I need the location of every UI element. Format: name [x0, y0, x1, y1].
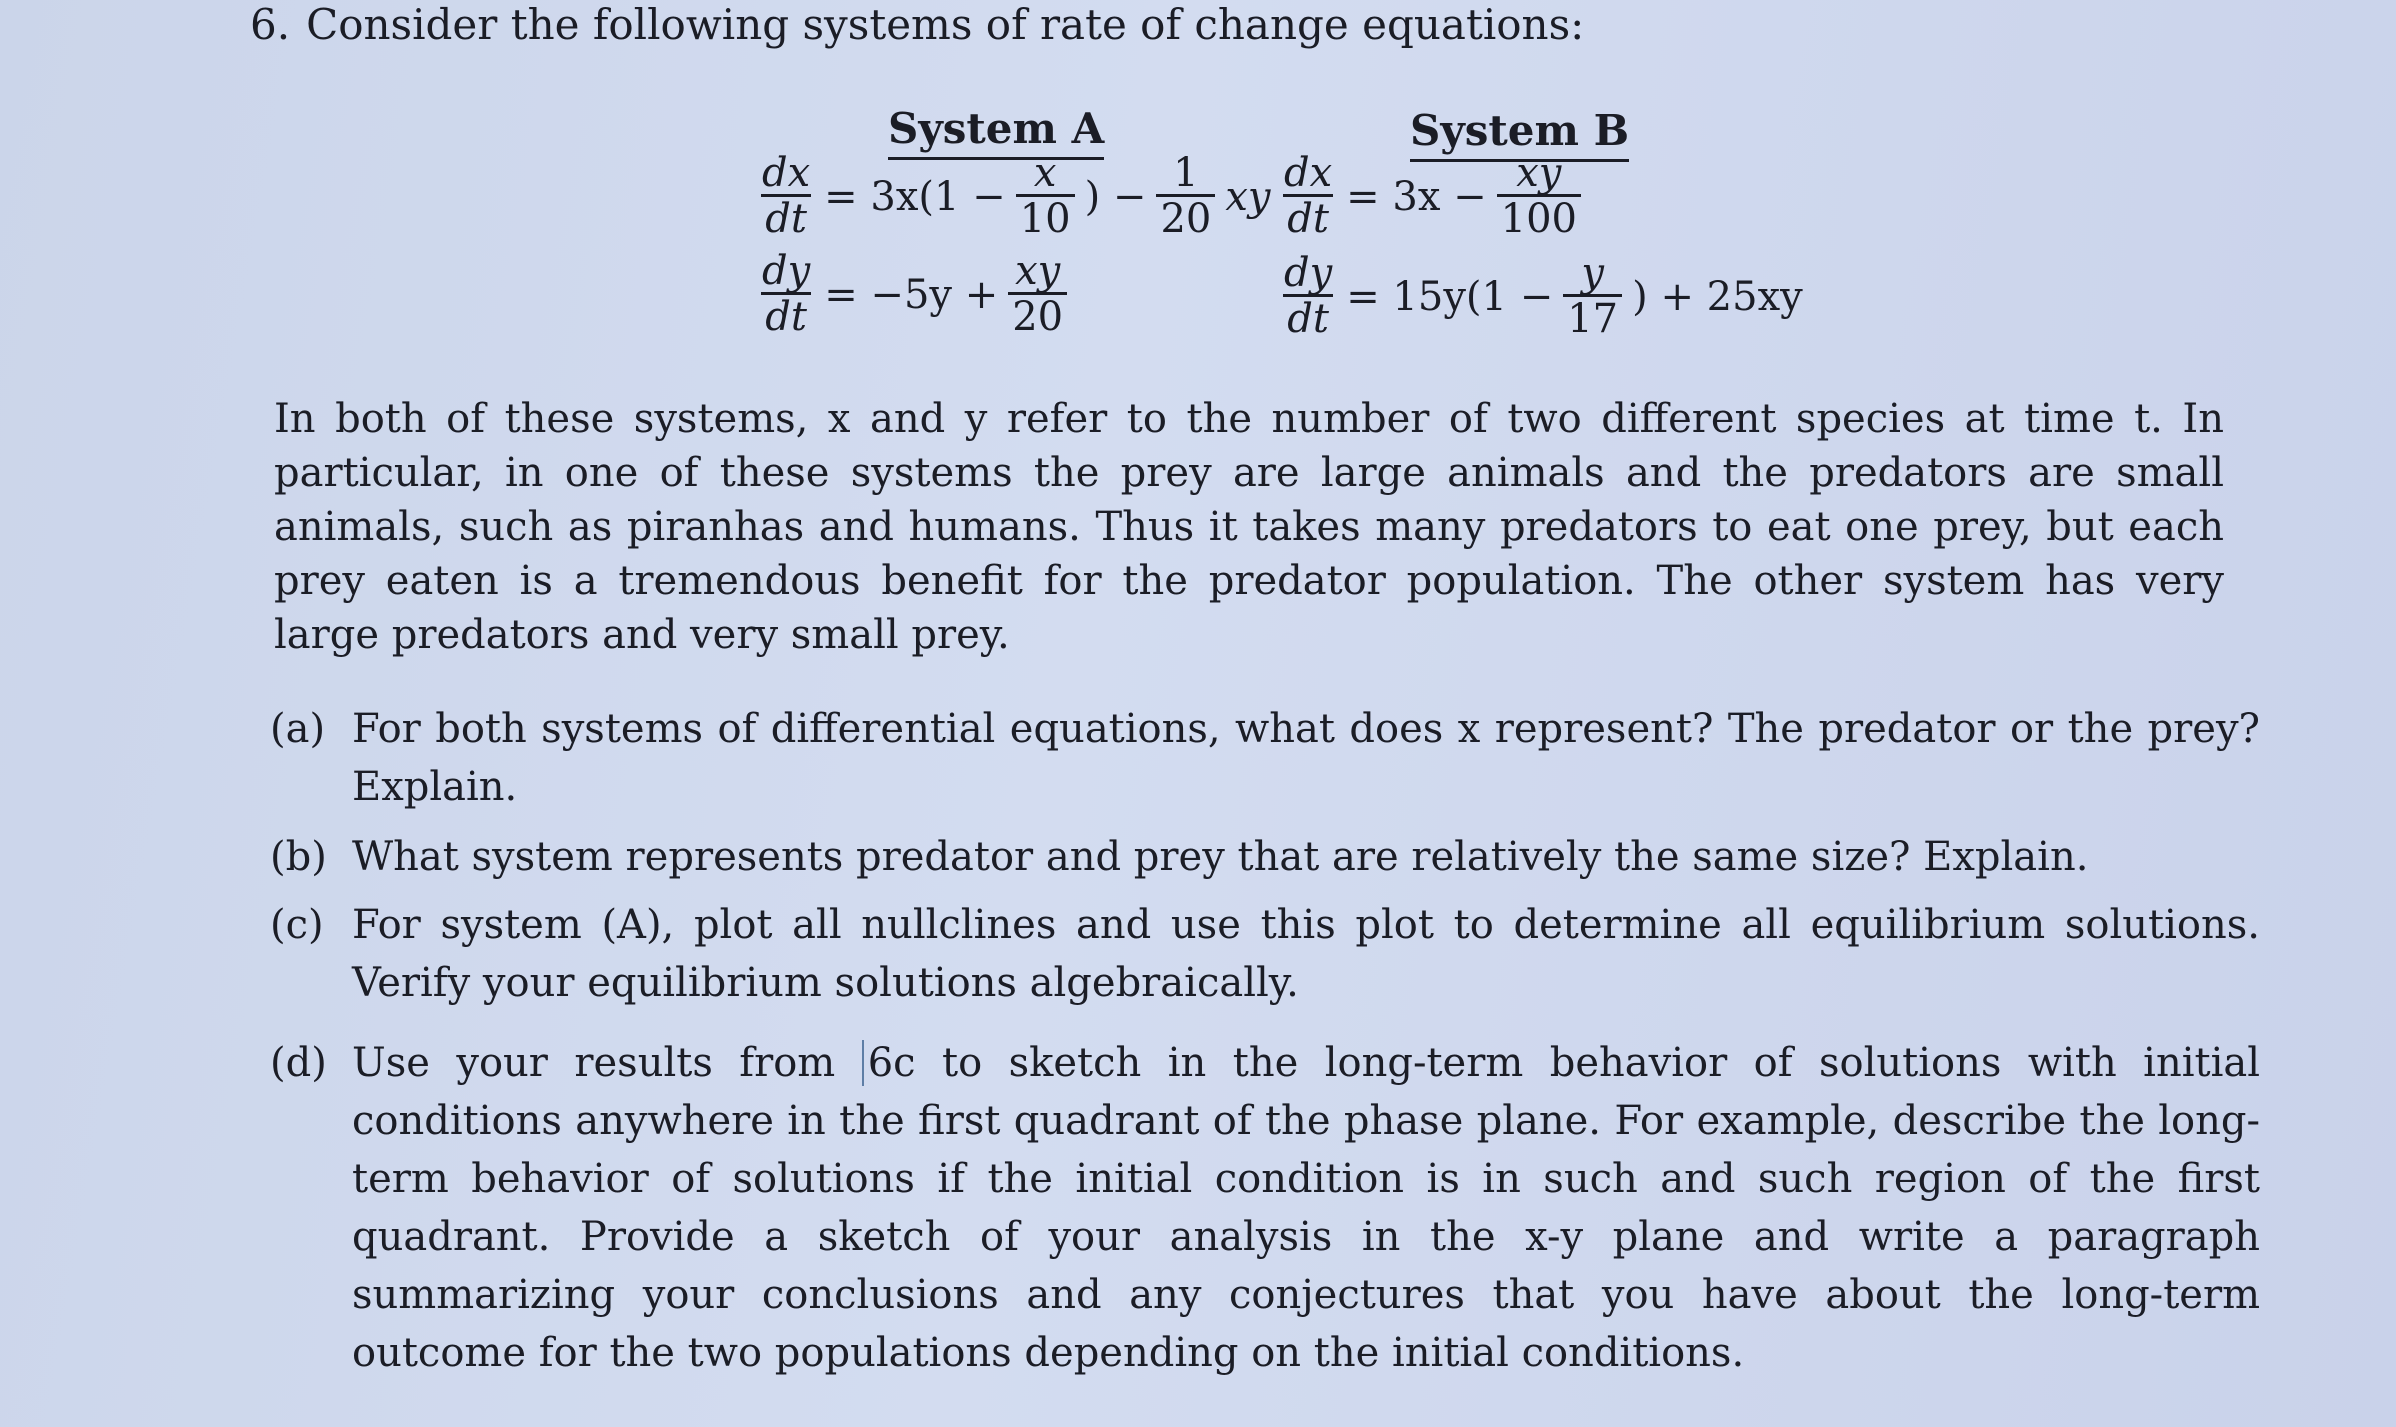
part-label: (c) — [270, 902, 324, 948]
part-text: What system represents predator and prey that are relatively the same size? Explain. — [352, 834, 2089, 880]
system-b-dx-equation — [1274, 152, 1587, 241]
dy-dt-fraction: $\frac{dy}{dt}$ — [762, 248, 811, 340]
dy-dt-fraction: $\frac{dy}{dt}$ — [1284, 250, 1333, 342]
part-text: For system (A), plot all nullclines and use this plot to determine all equilibrium solutions. Verify your equilibrium solutions algebraically. — [352, 902, 2260, 1006]
equation-term: xy — [1225, 173, 1271, 220]
part-d — [270, 1034, 2260, 1382]
system-a-title: System A — [888, 104, 1104, 160]
system-a-dx-equation — [752, 152, 1275, 241]
part-label: (d) — [270, 1040, 327, 1086]
one-over-20-fraction: $\frac{1}{20}$ — [1156, 152, 1215, 241]
part-text: Use your results from 6c to sketch in the long-term behavior of solutions with initial conditions anywhere in the first quadrant of the phase plane. For example, describe the long-term behavior of solutions if the initial condition is in such and such region of the first quadrant. Provide a sketch of your analysis in the x-y plane and write a paragraph summarizing your conclusions and any conjectures that you have about the long-term outcome for the two populations depending on the initial conditions. — [352, 1040, 2261, 1376]
part-b — [270, 828, 2260, 886]
part-reference-6c: 6c — [862, 1040, 916, 1086]
equation-term: ) − — [1084, 173, 1147, 220]
part-text: For both systems of differential equations, what does x represent? The predator or the prey? Explain. — [352, 706, 2260, 810]
question-intro — [250, 0, 1584, 49]
xy-over-100-fraction: $\frac{xy}{100}$ — [1497, 152, 1581, 241]
equation-term: = 3x(1 − — [824, 173, 1006, 220]
context-paragraph: In both of these systems, x and y refer to the number of two different species at time t. In particular, in one of these systems the prey are large animals and the predators are small animals, such as piranhas and humans. Thus it takes many predators to eat one prey, but each prey eaten is a tremendous benefit for the predator population. The other system has very large predators and very small prey. — [274, 396, 2224, 658]
part-c — [270, 896, 2260, 1012]
question-intro-text: Consider the following systems of rate of change equations: — [306, 0, 1585, 49]
equation-term: = 15y(1 − — [1346, 273, 1554, 320]
system-b-title: System B — [1410, 106, 1629, 162]
part-label: (a) — [270, 706, 326, 752]
equation-term: ) + 25xy — [1632, 273, 1803, 320]
part-a — [270, 700, 2260, 816]
system-a-dy-equation — [752, 250, 1073, 339]
equation-term: = 3x − — [1346, 173, 1487, 220]
equation-term: = −5y + — [824, 271, 999, 318]
dx-dt-fraction: $\frac{dx}{dt}$ — [1284, 150, 1333, 242]
x-over-10-fraction: $\frac{x}{10}$ — [1016, 152, 1075, 241]
xy-over-20-fraction: $\frac{xy}{20}$ — [1008, 250, 1067, 339]
part-label: (b) — [270, 834, 327, 880]
system-b-dy-equation — [1274, 252, 1807, 341]
y-over-17-fraction: $\frac{y}{17}$ — [1563, 252, 1622, 341]
question-number: 6. — [250, 0, 291, 49]
dx-dt-fraction: $\frac{dx}{dt}$ — [762, 150, 811, 242]
